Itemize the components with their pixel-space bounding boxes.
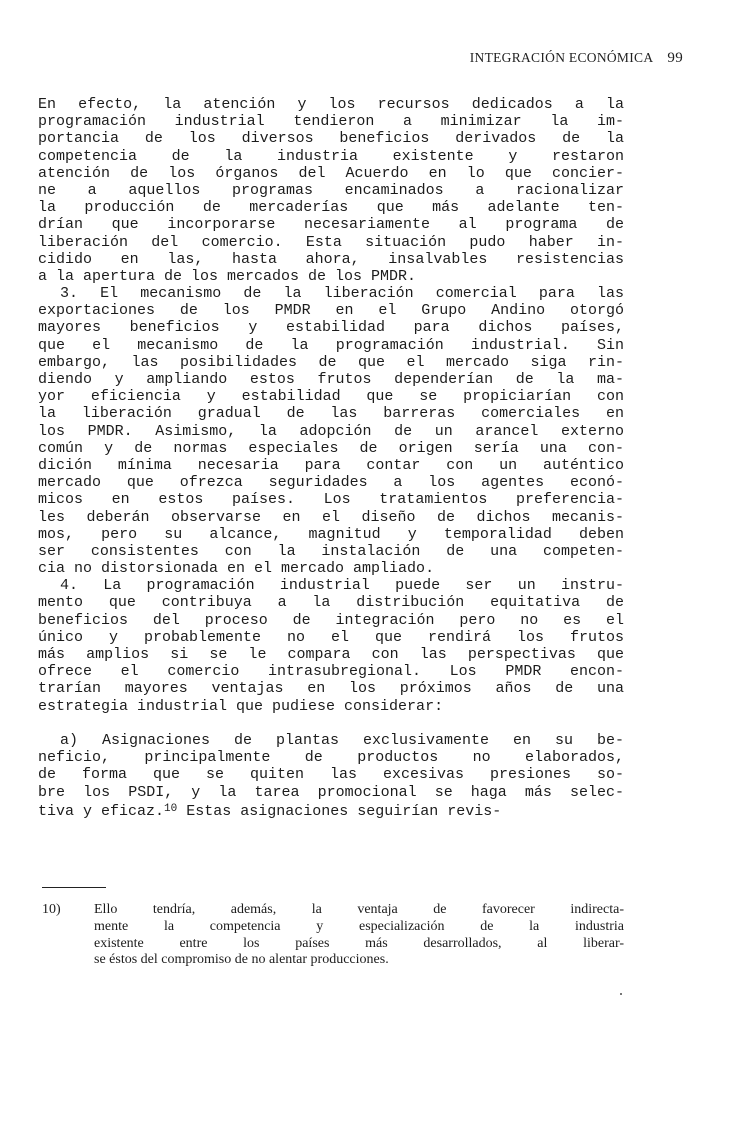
scan-speck bbox=[620, 993, 622, 995]
text-line: micos en estos países. Los tratamientos preferencia- bbox=[38, 491, 624, 509]
page-number: 99 bbox=[667, 50, 683, 66]
text-line: beneficios del proceso de integración pero no es el bbox=[38, 611, 624, 629]
text-line: dición mínima necesaria para contar con un auténtico bbox=[38, 456, 624, 474]
text-line: diendo y ampliando estos frutos dependerían de la ma- bbox=[38, 371, 624, 388]
text-line bbox=[38, 715, 624, 732]
text-line: liberación del comercio. Esta situación pudo haber in- bbox=[38, 233, 624, 251]
text-line: competencia de la industria existente y restaron bbox=[38, 147, 624, 165]
text-line: ofrece el comercio intrasubregional. Los PMDR encon- bbox=[38, 663, 624, 681]
text-line: drían que incorporarse necesariamente al programa de bbox=[38, 216, 624, 234]
text-line: 3. El mecanismo de la liberación comercial para las bbox=[60, 285, 624, 303]
footnote-rule bbox=[42, 887, 106, 888]
text-line: programación industrial tendieron a minimizar la im- bbox=[38, 113, 624, 131]
text-line: portancia de los diversos beneficios derivados de la bbox=[38, 130, 624, 148]
text-line: mayores beneficios y estabilidad para dichos países, bbox=[38, 319, 624, 337]
footnote-number: 10) bbox=[42, 902, 61, 917]
text-line: mento que contribuya a la distribución equitativa de bbox=[38, 594, 624, 612]
text-line: neficio, principalmente de productos no elaborados, bbox=[38, 749, 624, 767]
text-line: de forma que se quiten las excesivas presiones so- bbox=[38, 766, 624, 784]
text-line: único y probablemente no el que rendirá los frutos bbox=[38, 628, 624, 646]
text-line: En efecto, la atención y los recursos dedicados a la bbox=[38, 96, 624, 113]
text-line: estrategia industrial que pudiese considerar: bbox=[38, 697, 444, 715]
footnote-ref: 10 bbox=[164, 802, 178, 815]
text-line: la liberación gradual de las barreras comerciales en bbox=[38, 405, 624, 423]
text-line: cia no distorsionada en el mercado ampliado. bbox=[38, 560, 435, 578]
text-line: los PMDR. Asimismo, la adopción de un arancel externo bbox=[38, 422, 624, 440]
text-line: que el mecanismo de la programación industrial. Sin bbox=[38, 336, 624, 354]
text-line: cidido en las, hasta ahora, insalvables resistencias bbox=[38, 250, 624, 268]
text-line: tiva y eficaz.$^{10}$ Estas asignaciones seguirían revis- bbox=[38, 802, 502, 820]
text-line: ser consistentes con la instalación de una competen- bbox=[38, 542, 624, 560]
footnote-line: se éstos del compromiso de no alentar producciones. bbox=[94, 952, 389, 968]
text-line: trarían mayores ventajas en los próximos años de una bbox=[38, 680, 624, 698]
text-line: embargo, las posibilidades de que el mercado siga rin- bbox=[38, 353, 624, 371]
footnote-line: Ello tendría, además, la ventaja de favorecer indirecta- bbox=[94, 902, 624, 917]
text-line: exportaciones de los PMDR en el Grupo Andino otorgó bbox=[38, 302, 624, 320]
body-text bbox=[38, 96, 624, 818]
text-line: ne a aquellos programas encaminados a racionalizar bbox=[38, 181, 624, 199]
text-line: mercado que ofrezca seguridades a los agentes econó- bbox=[38, 474, 624, 492]
footnote-line: mente la competencia y especialización de la industria bbox=[94, 918, 624, 934]
footnote-line: existente entre los países más desarrollados, al liberar- bbox=[94, 935, 624, 951]
text-line: la producción de mercaderías que más adelante ten- bbox=[38, 199, 624, 217]
running-header bbox=[470, 50, 683, 67]
footnote bbox=[42, 902, 624, 969]
text-line: 4. La programación industrial puede ser un instru- bbox=[60, 577, 624, 595]
text-line: mos, pero su alcance, magnitud y temporalidad deben bbox=[38, 525, 624, 543]
text-line: a) Asignaciones de plantas exclusivamente en su be- bbox=[60, 731, 624, 749]
footnote-text bbox=[94, 902, 624, 969]
text-line: más amplios si se le compara con las perspectivas que bbox=[38, 646, 624, 663]
text-line: atención de los órganos del Acuerdo en lo que concier- bbox=[38, 164, 624, 182]
text-line: yor eficiencia y estabilidad que se propiciarían con bbox=[38, 388, 624, 406]
text-line: a la apertura de los mercados de los PMDR. bbox=[38, 267, 417, 285]
running-title: INTEGRACIÓN ECONÓMICA bbox=[469, 50, 654, 65]
text-line: bre los PSDI, y la tarea promocional se haga más selec- bbox=[38, 783, 624, 801]
text-line: común y de normas especiales de origen sería una con- bbox=[38, 439, 624, 457]
text-line: les deberán observarse en el diseño de dichos mecanis- bbox=[38, 508, 624, 526]
